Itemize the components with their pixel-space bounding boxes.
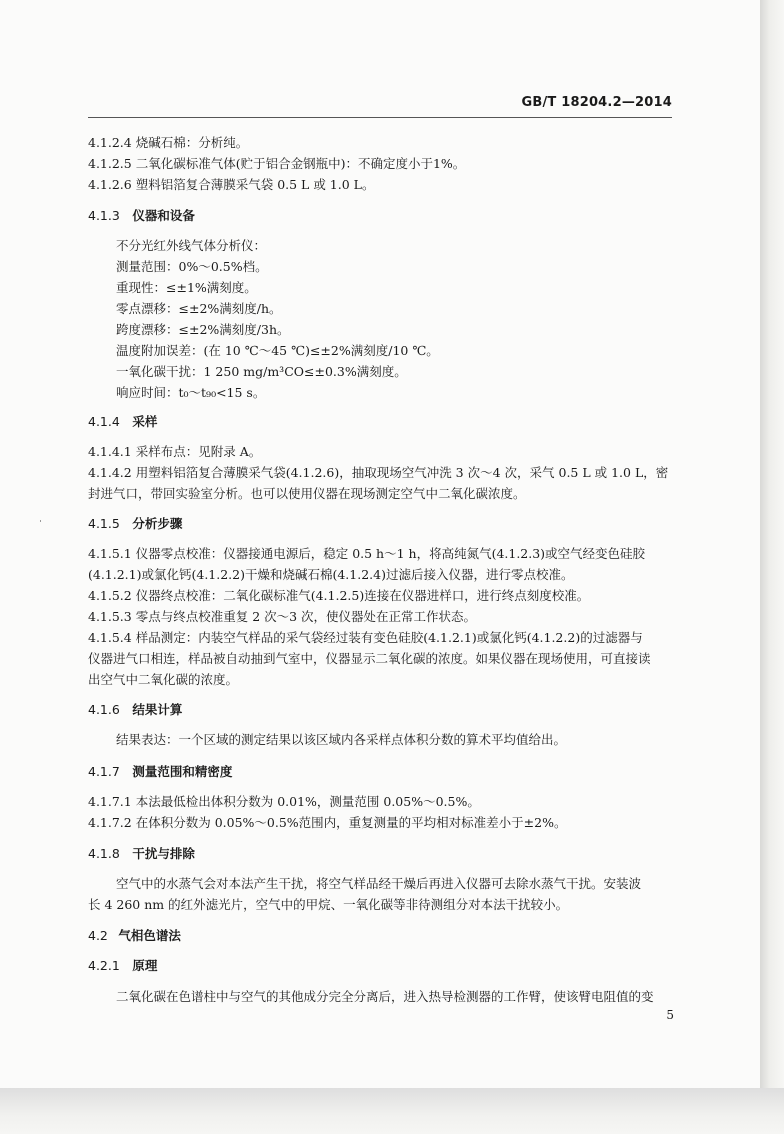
clause-4-1-5-4 xyxy=(88,630,674,646)
clause-4-1-2-6 xyxy=(88,177,674,193)
section-title: 气相色谱法 xyxy=(118,928,181,943)
scan-edge-bottom xyxy=(0,1088,784,1134)
section-title: 测量范围和精密度 xyxy=(132,764,233,779)
clause-number: 4.1.5.4 xyxy=(88,630,132,645)
clause-4-1-5-3 xyxy=(88,609,674,625)
paragraph-line: 重现性：≤±1%满刻度。 xyxy=(116,280,257,295)
section-number: 4.1.6 xyxy=(88,702,120,717)
paragraph-line: 出空气中二氧化碳的浓度。 xyxy=(88,672,239,687)
clause-number: 4.1.2.4 xyxy=(88,135,132,150)
paragraph-line: 仪器进气口相连，样品被自动抽到气室中，仪器显示二氧化碳的浓度。如果仪器在现场使用，可直接读 xyxy=(88,651,651,666)
section-number: 4.1.7 xyxy=(88,764,120,779)
clause-number: 4.1.2.6 xyxy=(88,177,132,192)
section-title: 结果计算 xyxy=(132,702,183,717)
section-title: 仪器和设备 xyxy=(132,208,195,223)
standard-code: GB/T 18204.2—2014 xyxy=(521,95,672,110)
section-heading-4-2-1 xyxy=(88,958,674,974)
clause-number: 4.1.5.3 xyxy=(88,609,132,624)
clause-text: 仪器终点校准：二氧化碳标准气(4.1.2.5)连接在仪器进样口，进行终点刻度校准。 xyxy=(135,588,590,603)
clause-text: 在体积分数为 0.05%～0.5%范围内，重复测量的平均相对标准差小于±2%。 xyxy=(135,815,567,830)
clause-4-1-2-5 xyxy=(88,156,674,172)
clause-text: 样品测定：内装空气样品的采气袋经过装有变色硅胶(4.1.2.1)或氯化钙(4.1.2.2)的过滤器与 xyxy=(135,630,643,645)
clause-text: 采样布点：见附录 A。 xyxy=(135,444,262,459)
section-number: 4.1.3 xyxy=(88,208,120,223)
paragraph-line: 跨度漂移：≤±2%满刻度/3h。 xyxy=(116,322,290,337)
paragraph-line: 测量范围：0%～0.5%档。 xyxy=(116,259,268,274)
clause-4-1-4-2 xyxy=(88,465,674,481)
section-heading-4-1-6 xyxy=(88,702,674,718)
clause-text: 本法最低检出体积分数为 0.01%，测量范围 0.05%～0.5%。 xyxy=(135,794,480,809)
section-number: 4.2.1 xyxy=(88,958,120,973)
section-title: 干扰与排除 xyxy=(132,846,195,861)
scan-speck xyxy=(40,520,41,522)
clause-number: 4.1.2.5 xyxy=(88,156,132,171)
section-number: 4.2 xyxy=(88,928,108,943)
clause-4-1-5-2 xyxy=(88,588,674,604)
paragraph-line: 结果表达：一个区域的测定结果以该区域内各采样点体积分数的算术平均值给出。 xyxy=(116,732,567,747)
paragraph-line: 不分光红外线气体分析仪： xyxy=(116,238,267,253)
section-heading-4-2 xyxy=(88,928,674,944)
clause-number: 4.1.5.1 xyxy=(88,546,132,561)
clause-text: 塑料铝箔复合薄膜采气袋 0.5 L 或 1.0 L。 xyxy=(135,177,375,192)
clause-text: 零点与终点校准重复 2 次～3 次，使仪器处在正常工作状态。 xyxy=(135,609,477,624)
section-heading-4-1-8 xyxy=(88,846,674,862)
clause-text: 烧碱石棉：分析纯。 xyxy=(135,135,249,150)
section-title: 采样 xyxy=(132,414,158,429)
paragraph-line: 温度附加误差：(在 10 ℃～45 ℃)≤±2%满刻度/10 ℃。 xyxy=(116,343,439,358)
paragraph-line: 响应时间：t₀～t₉₀<15 s。 xyxy=(116,385,266,400)
section-number: 4.1.4 xyxy=(88,414,120,429)
paragraph-line: 封进气口，带回实验室分析。也可以使用仪器在现场测定空气中二氧化碳浓度。 xyxy=(88,486,526,501)
section-title: 原理 xyxy=(132,958,158,973)
clause-text: 用塑料铝箔复合薄膜采气袋(4.1.2.6)，抽取现场空气冲洗 3 次～4 次，采气 0.5 L 或 1.0 L，密 xyxy=(135,465,669,480)
section-number: 4.1.5 xyxy=(88,516,120,531)
clause-4-1-7-2 xyxy=(88,815,674,831)
section-heading-4-1-7 xyxy=(88,764,674,780)
clause-4-1-4-1 xyxy=(88,444,674,460)
paragraph-line: 一氧化碳干扰：1 250 mg/m³CO≤±0.3%满刻度。 xyxy=(116,364,407,379)
clause-text: 仪器零点校准：仪器接通电源后，稳定 0.5 h～1 h，将高纯氮气(4.1.2.3)或空气经变色硅胶 xyxy=(135,546,646,561)
clause-number: 4.1.7.2 xyxy=(88,815,132,830)
clause-4-1-2-4 xyxy=(88,135,674,151)
scan-edge-right xyxy=(760,0,784,1134)
paragraph-line: 二氧化碳在色谱柱中与空气的其他成分完全分离后，进入热导检测器的工作臂，使该臂电阻值的变 xyxy=(116,989,654,1004)
section-heading-4-1-5 xyxy=(88,516,674,532)
paragraph-line: 空气中的水蒸气会对本法产生干扰，将空气样品经干燥后再进入仪器可去除水蒸气干扰。安装波 xyxy=(116,876,642,891)
paragraph-line: (4.1.2.1)或氯化钙(4.1.2.2)干燥和烧碱石棉(4.1.2.4)过滤后接入仪器，进行零点校准。 xyxy=(88,567,574,582)
clause-number: 4.1.4.1 xyxy=(88,444,132,459)
clause-4-1-5-1 xyxy=(88,546,674,562)
section-number: 4.1.8 xyxy=(88,846,120,861)
clause-number: 4.1.5.2 xyxy=(88,588,132,603)
section-title: 分析步骤 xyxy=(132,516,183,531)
paragraph-line: 零点漂移：≤±2%满刻度/h。 xyxy=(116,301,282,316)
clause-4-1-7-1 xyxy=(88,794,674,810)
header-rule xyxy=(88,117,672,118)
clause-number: 4.1.7.1 xyxy=(88,794,132,809)
clause-number: 4.1.4.2 xyxy=(88,465,132,480)
section-heading-4-1-3 xyxy=(88,208,674,224)
page-number: 5 xyxy=(666,1008,674,1022)
section-heading-4-1-4 xyxy=(88,414,674,430)
paragraph-line: 长 4 260 nm 的红外滤光片，空气中的甲烷、一氧化碳等非待测组分对本法干扰较小。 xyxy=(88,897,569,912)
clause-text: 二氧化碳标准气体(贮于铝合金钢瓶中)：不确定度小于1%。 xyxy=(135,156,466,171)
